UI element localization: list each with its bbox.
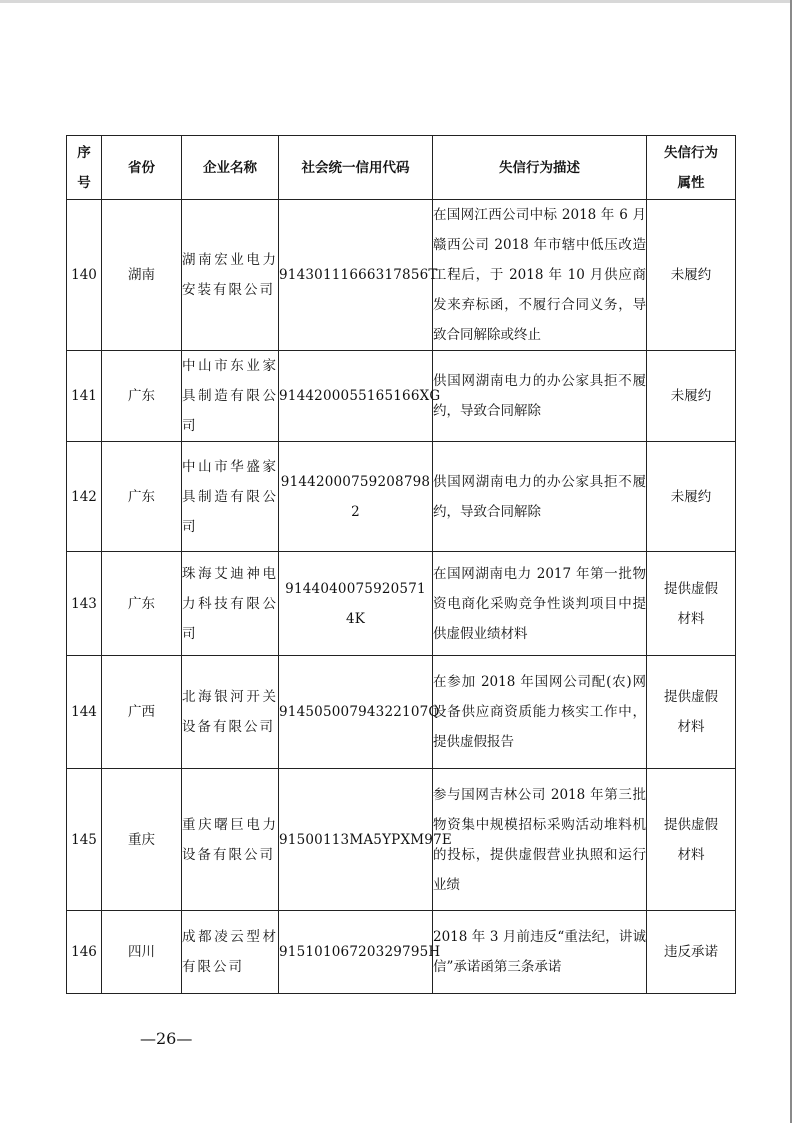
header-description: 失信行为描述 bbox=[433, 136, 647, 200]
cell-attribute: 未履约 bbox=[647, 442, 736, 552]
company-text: 珠海艾迪神电力科技有限公司 bbox=[182, 565, 278, 642]
cell-attribute bbox=[647, 552, 736, 656]
attribute-text: 提供虚假材料 bbox=[664, 580, 718, 627]
cell-province: 广东 bbox=[102, 552, 182, 656]
header-row bbox=[67, 136, 736, 200]
cell-province: 重庆 bbox=[102, 769, 182, 911]
attribute-text: 提供虚假材料 bbox=[664, 689, 718, 735]
cell-description: 在国网江西公司中标 2018 年 6 月赣西公司 2018 年市辖中低压改造工程后，于 2018 年 10 月供应商发来弃标函，不履行合同义务，导致合同解除或终止 bbox=[433, 200, 647, 351]
header-attribute bbox=[647, 136, 736, 200]
cell-company bbox=[182, 656, 279, 769]
cell-attribute: 未履约 bbox=[647, 200, 736, 351]
header-attribute-text: 失信行为属性 bbox=[664, 144, 718, 191]
scan-edge-top bbox=[0, 0, 792, 3]
cell-province: 广东 bbox=[102, 351, 182, 442]
cell-company bbox=[182, 200, 279, 351]
dishonesty-table bbox=[66, 135, 736, 994]
page-number: —26— bbox=[140, 1029, 193, 1048]
cell-attribute bbox=[647, 769, 736, 911]
cell-no: 140 bbox=[67, 200, 102, 351]
cell-credit-code: 91500113MA5YPXM97E bbox=[279, 769, 433, 911]
cell-credit-code: 91450500794322107Q bbox=[279, 656, 433, 769]
cell-province: 广西 bbox=[102, 656, 182, 769]
company-text: 重庆曙巨电力设备有限公司 bbox=[182, 816, 278, 863]
header-credit-code: 社会统一信用代码 bbox=[279, 136, 433, 200]
cell-credit-code: 9144200055165166XG bbox=[279, 351, 433, 442]
cell-no: 144 bbox=[67, 656, 102, 769]
table-row bbox=[67, 442, 736, 552]
header-province: 省份 bbox=[102, 136, 182, 200]
company-text: 中山市东业家具制造有限公司 bbox=[182, 358, 278, 434]
cell-credit-code: 91430111666317856T bbox=[279, 200, 433, 351]
cell-description: 参与国网吉林公司 2018 年第三批物资集中规模招标采购活动堆料机的投标，提供虚假营业执照和运行业绩 bbox=[433, 769, 647, 911]
table-row bbox=[67, 552, 736, 656]
cell-no: 146 bbox=[67, 911, 102, 994]
company-text: 北海银河开关设备有限公司 bbox=[182, 689, 278, 735]
cell-description: 供国网湖南电力的办公家具拒不履约，导致合同解除 bbox=[433, 442, 647, 552]
cell-no: 141 bbox=[67, 351, 102, 442]
cell-company bbox=[182, 769, 279, 911]
header-company: 企业名称 bbox=[182, 136, 279, 200]
table-row bbox=[67, 351, 736, 442]
cell-credit-code: 9144040075920571 4K bbox=[279, 552, 433, 656]
company-text: 成都凌云型材有限公司 bbox=[182, 929, 278, 975]
cell-attribute: 未履约 bbox=[647, 351, 736, 442]
table-row bbox=[67, 769, 736, 911]
cell-attribute bbox=[647, 656, 736, 769]
cell-credit-code: 91442000759208798 2 bbox=[279, 442, 433, 552]
cell-company bbox=[182, 911, 279, 994]
header-no bbox=[67, 136, 102, 200]
cell-company bbox=[182, 552, 279, 656]
cell-no: 145 bbox=[67, 769, 102, 911]
cell-description: 供国网湖南电力的办公家具拒不履约，导致合同解除 bbox=[433, 351, 647, 442]
cell-province: 湖南 bbox=[102, 200, 182, 351]
cell-attribute: 违反承诺 bbox=[647, 911, 736, 994]
table-row bbox=[67, 656, 736, 769]
company-text: 中山市华盛家具制造有限公司 bbox=[182, 458, 278, 535]
cell-description: 在参加 2018 年国网公司配(农)网设备供应商资质能力核实工作中，提供虚假报告 bbox=[433, 656, 647, 769]
cell-province: 四川 bbox=[102, 911, 182, 994]
cell-credit-code: 91510106720329795H bbox=[279, 911, 433, 994]
cell-no: 143 bbox=[67, 552, 102, 656]
header-no-text: 序号 bbox=[77, 144, 91, 191]
cell-description: 2018 年 3 月前违反“重法纪，讲诚信”承诺函第三条承诺 bbox=[433, 911, 647, 994]
table-row bbox=[67, 200, 736, 351]
cell-no: 142 bbox=[67, 442, 102, 552]
table-row bbox=[67, 911, 736, 994]
cell-company bbox=[182, 442, 279, 552]
company-text: 湖南宏业电力安装有限公司 bbox=[182, 252, 278, 298]
cell-description: 在国网湖南电力 2017 年第一批物资电商化采购竞争性谈判项目中提供虚假业绩材料 bbox=[433, 552, 647, 656]
cell-company bbox=[182, 351, 279, 442]
cell-province: 广东 bbox=[102, 442, 182, 552]
attribute-text: 提供虚假材料 bbox=[664, 816, 718, 863]
